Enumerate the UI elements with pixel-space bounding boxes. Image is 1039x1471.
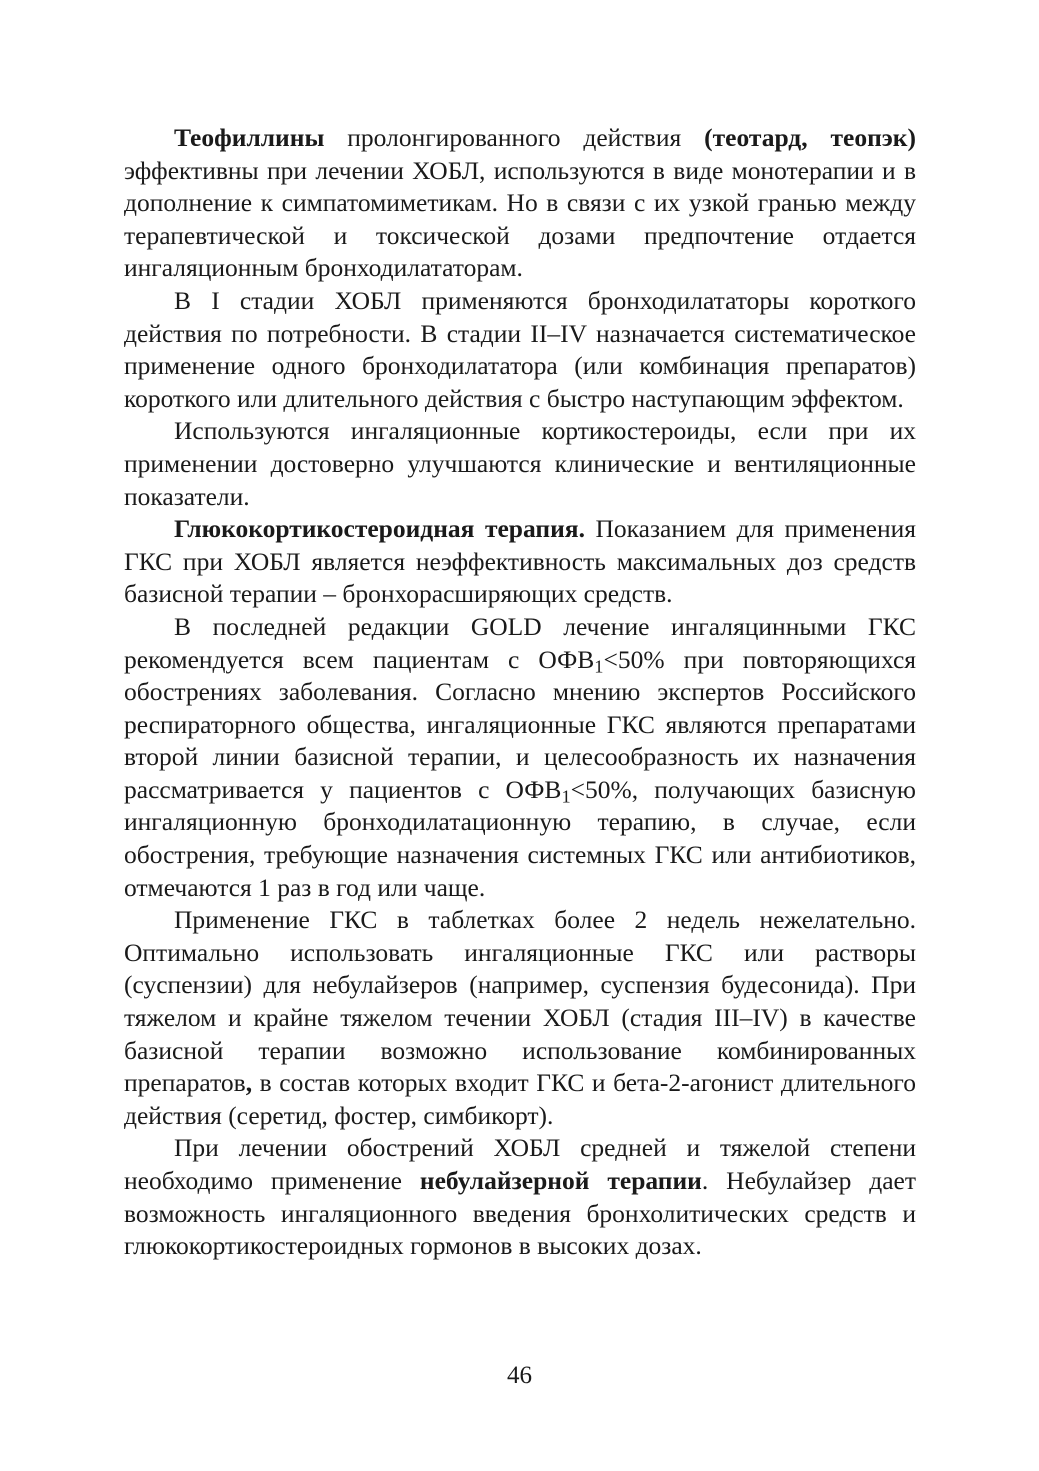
paragraph-text: . Небулайзер дает возможность ингаляционного введения бронхолитических средств и глюкокортикостероидных гормонов в высоких дозах.: [124, 1166, 917, 1261]
paragraph-text: Показанием для применения ГКС при ХОБЛ является неэффективность максимальных доз средств базисной терапии – бронхорасширяющих средств.: [124, 514, 916, 609]
paragraph-text: <50% при повторяющихся обострениях заболевания. Согласно мнению экспертов Российского респираторного общества, ингаляционные ГКС являются препаратами второй линии базисной терапии, и целесообразность их назначения рассматривается у пациентов с ОФВ: [124, 644, 917, 804]
paragraph-text: <50%, получающих базисную ингаляционную бронходилатационную терапию, в случае, если обострения, требующие назначения системных ГКС или антибиотиков, отмечаются 1 раз в год или чаще.: [124, 774, 916, 902]
subscript: 1: [594, 656, 604, 677]
page-body: [124, 122, 916, 1263]
bold-heading: Глюкокортикостероидная терапия.: [174, 514, 585, 544]
paragraph-inhaled-corticosteroids: [124, 415, 916, 513]
paragraph-text: В последней редакции GOLD лечение ингаляцинными ГКС рекомендуется всем пациентам с ОФВ: [124, 611, 916, 674]
paragraph-text: в состав которых входит ГКС и бета-2-агонист длительного действия (серетид, фостер, симбикорт).: [124, 1068, 916, 1130]
paragraph-text: пролонгированного действия: [324, 123, 705, 152]
paragraph-theophyllines: [124, 122, 916, 285]
bold-term: (теотард, теопэк): [704, 123, 916, 152]
paragraph-text: При лечении обострений ХОБЛ средней и тяжелой степени необходимо применение: [124, 1133, 916, 1195]
paragraph-tablets: [124, 904, 916, 1132]
subscript: 1: [561, 786, 571, 807]
paragraph-text: эффективны при лечении ХОБЛ, используются в виде монотерапии и в дополнение к симпатомиметикам. Но в связи с их узкой гранью между терапевтической и токсической дозами предпочтение отдается ингаляционным бронходилататорам.: [124, 155, 916, 283]
paragraph-text: Используются ингаляционные кортикостероиды, если при их применении достоверно улучшаются клинические и вентиляционные показатели.: [124, 416, 916, 511]
paragraph-nebulizer: [124, 1132, 916, 1262]
paragraph-gold: [124, 611, 916, 904]
paragraph-text: В I стадии ХОБЛ применяются бронходилататоры короткого действия по потребности. В стадии II–IV назначается систематическое применение одного бронходилататора (или комбинация препаратов) короткого или длительного действия с быстро наступающим эффектом.: [124, 285, 916, 413]
paragraph-glucocorticosteroid-therapy: [124, 513, 916, 611]
bold-term: небулайзерной терапии: [419, 1166, 702, 1195]
bold-term: Теофиллины: [174, 123, 325, 152]
paragraph-stage-one: [124, 285, 916, 415]
page-number: 46: [507, 1362, 532, 1389]
paragraph-text: Применение ГКС в таблетках более 2 недель нежелательно. Оптимально использовать ингаляционные ГКС или растворы (суспензии) для небулайзеров (например, суспензия будесонида). При тяжелом и крайне тяжелом течении ХОБЛ (стадия III–IV) в качестве базисной терапии возможно использование комбинированных препаратов: [124, 905, 916, 1098]
bold-comma: ,: [245, 1068, 253, 1098]
